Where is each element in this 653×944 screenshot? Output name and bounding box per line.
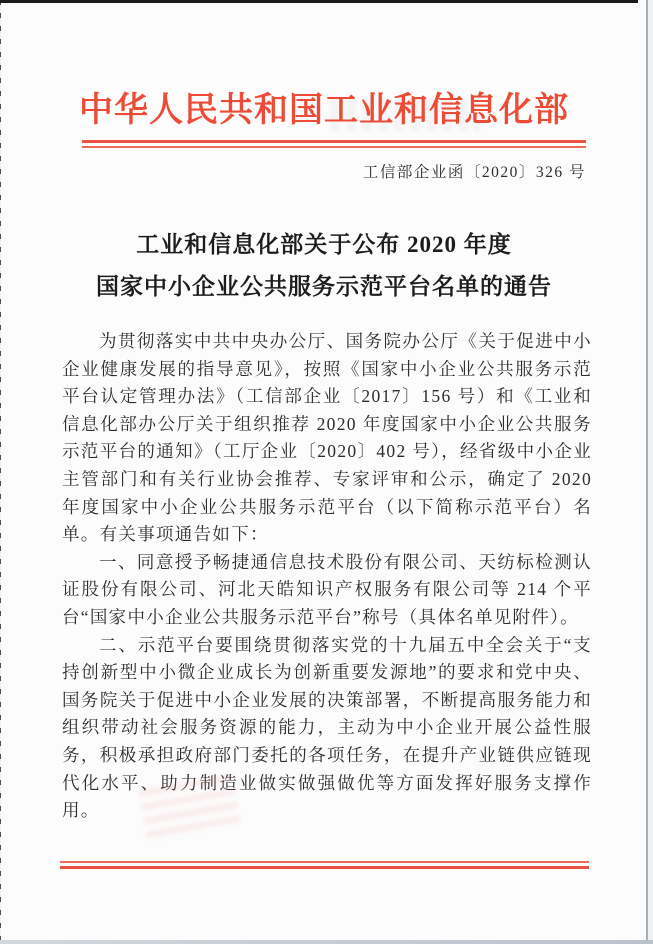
footer-rule [60,861,589,869]
footer-rule-thin-bar [60,861,589,863]
scan-edge-bottom [0,940,653,944]
letterhead-rule-thick-bar [82,140,586,143]
body-paragraph-preamble: 为贯彻落实中共中央办公厅、国务院办公厅《关于促进中小企业健康发展的指导意见》，按照《国家中小企业公共服务示范平台认定管理办法》（工信部企业〔2017〕156 号）和《工业和信息化部办公厅关于组织推荐 2020 年度国家中小企业公共服务示范平台的通知》（工厅企业〔2020〕402 号），经省级中小企业主管部门和有关行业协会推荐、专家评审和公示，确定了 2020 年度国家中小企业公共服务示范平台（以下简称示范平台）名单。有关事项通告如下： [62,331,592,545]
scan-edge-left [0,0,1,944]
body-paragraph-item-2: 二、示范平台要围绕贯彻落实党的十九届五中全会关于“支持创新型中小微企业成长为创新重要发源地”的要求和党中央、国务院关于促进中小企业发展的决策部署，不断提高服务能力和组织带动社会服务资源的能力，主动为中小企业开展公益性服务，积极承担政府部门委托的各项任务，在提升产业链供应链现代化水平、助力制造业做实做强做优等方面发挥好服务支撑作用。 [62,634,592,821]
scan-edge-top [0,0,638,3]
agency-letterhead: 中华人民共和国工业和信息化部 [79,92,569,129]
notice-title [0,224,648,308]
scan-edge-right [646,0,648,944]
document-number: 工信部企业函〔2020〕326 号 [362,164,586,181]
notice-title-line2: 国家中小企业公共服务示范平台名单的通告 [96,274,552,299]
letterhead-rule-thin-bar [82,146,586,148]
notice-body [62,328,592,825]
letterhead-rule [82,140,586,148]
footer-rule-thick-bar [60,866,589,870]
notice-title-line1: 工业和信息化部关于公布 2020 年度 [136,232,512,257]
body-paragraph-item-1: 一、同意授予畅捷通信息技术股份有限公司、天纺标检测认证股份有限公司、河北天皓知识产权服务有限公司等 214 个平台“国家中小企业公共服务示范平台”称号（具体名单见附件）。 [62,551,592,627]
scan-margin-right [648,0,653,944]
